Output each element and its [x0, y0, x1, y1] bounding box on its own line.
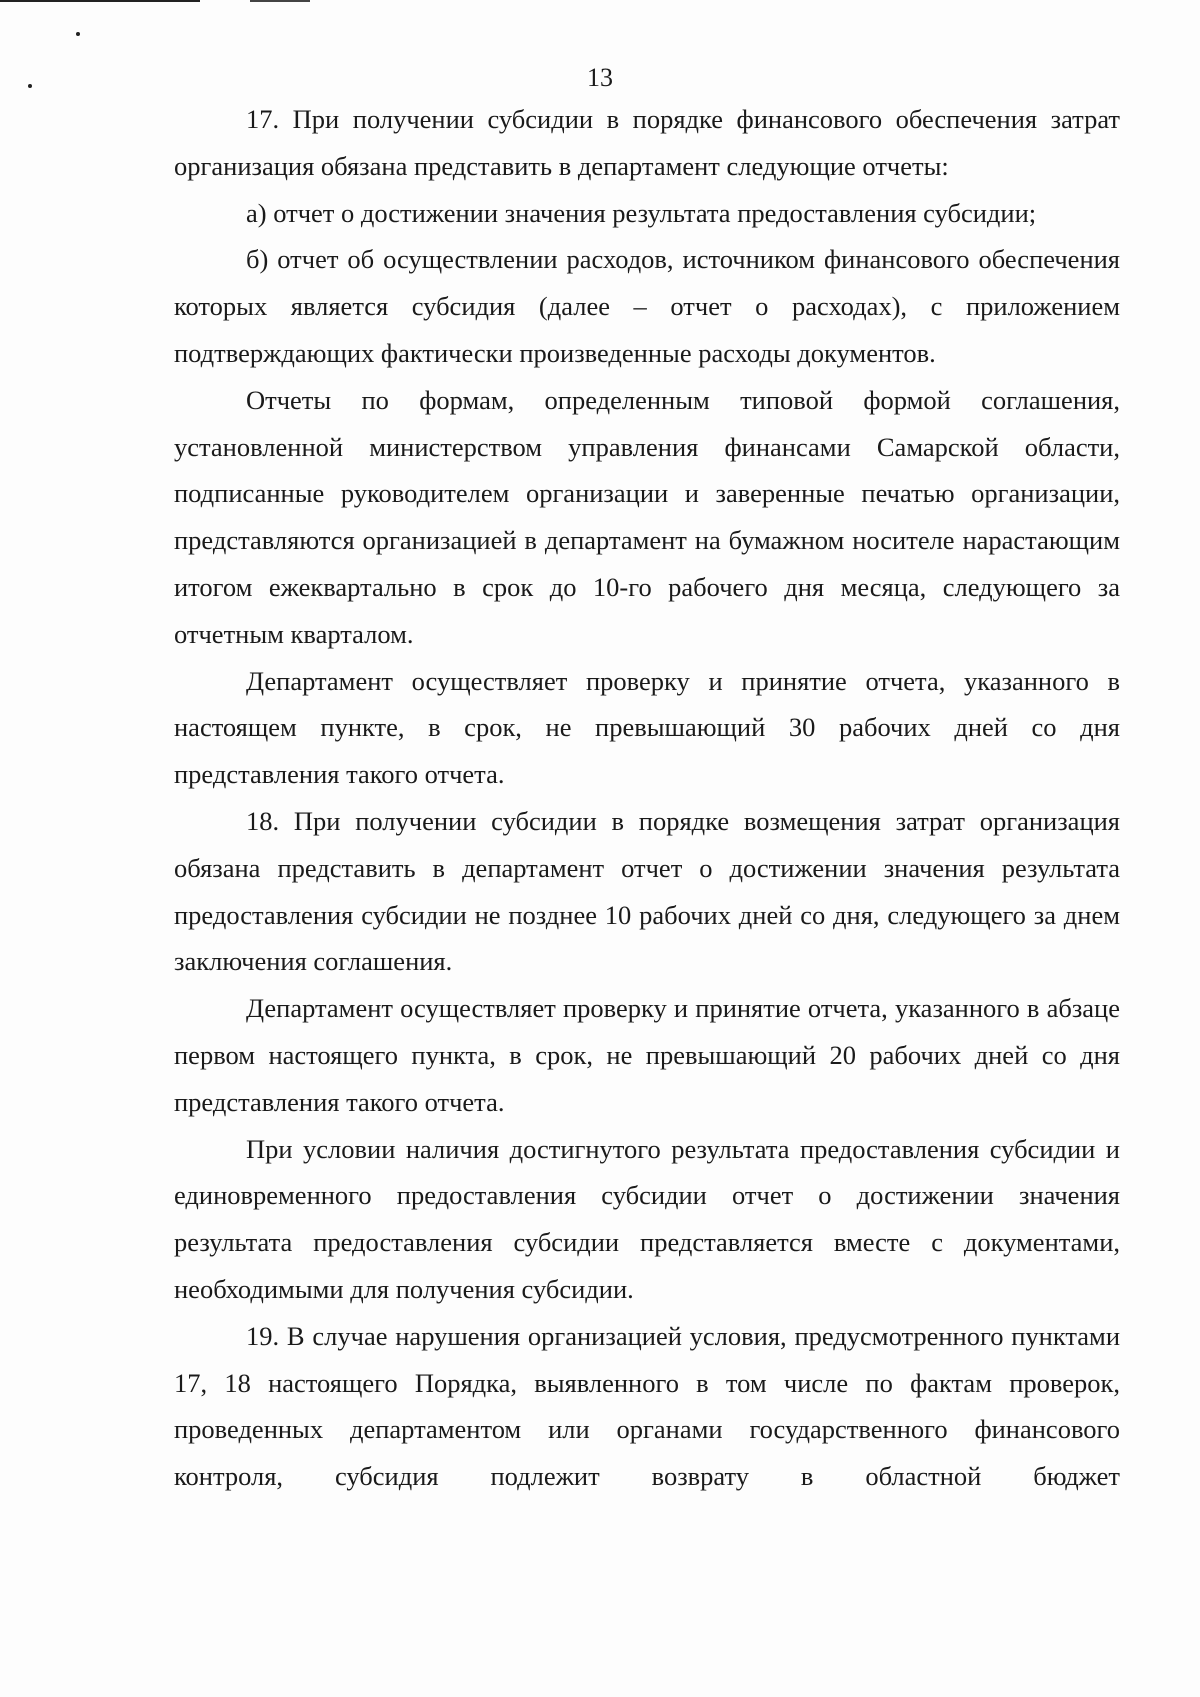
document-body [174, 96, 1120, 1500]
paragraph-17-item-b: б) отчет об осуществлении расходов, источником финансового обеспечения которых является субсидия (далее – отчет о расходах), с приложением подтверждающих фактически произведенные расходы документов. [174, 244, 1120, 368]
paragraph-department-check-20: Департамент осуществляет проверку и принятие отчета, указанного в абзаце первом настоящего пункта, в срок, не превышающий 20 рабочих дней со дня представления такого отчета. [174, 993, 1120, 1117]
paragraph-18: 18. При получении субсидии в порядке возмещения затрат организация обязана представить в департамент отчет о достижении значения результата предоставления субсидии не позднее 10 рабочих дней со дня, следующего за днем заключения соглашения. [174, 805, 1120, 977]
paragraph-department-check-30: Департамент осуществляет проверку и принятие отчета, указанного в настоящем пункте, в срок, не превышающий 30 рабочих дней со дня представления такого отчета. [174, 665, 1120, 790]
paragraph-reports-forms: Отчеты по формам, определенным типовой формой соглашения, установленной министерством управления финансами Самарской области, подписанные руководителем организации и заверенные печатью организации, представляются организацией в департамент на бумажном носителе нарастающим итогом ежеквартально в срок до 10-го рабочего дня месяца, следующего за отчетным кварталом. [174, 384, 1120, 649]
scan-edge-line-fragment [250, 0, 310, 2]
paragraph-17-item-a: а) отчет о достижении значения результата предоставления субсидии; [246, 197, 1037, 228]
paragraph-19: 19. В случае нарушения организацией условия, предусмотренного пунктами 17, 18 настоящего Порядка, выявленного в том числе по фактам проверок, проведенных департаментом или органами государственного финансового контроля, субсидия подлежит возврату в областной бюджет [174, 1320, 1120, 1492]
paragraph-17-intro: 17. При получении субсидии в порядке финансового обеспечения затрат организация обязана представить в департамент следующие отчеты: [174, 104, 1120, 181]
scan-speck [76, 32, 80, 36]
page-number: 13 [587, 63, 613, 92]
scan-edge-line [0, 0, 200, 2]
paragraph-condition: При условии наличия достигнутого результата предоставления субсидии и единовременного предоставления субсидии отчет о достижении значения результата предоставления субсидии представляется вместе с документами, необходимыми для получения субсидии. [174, 1133, 1120, 1304]
